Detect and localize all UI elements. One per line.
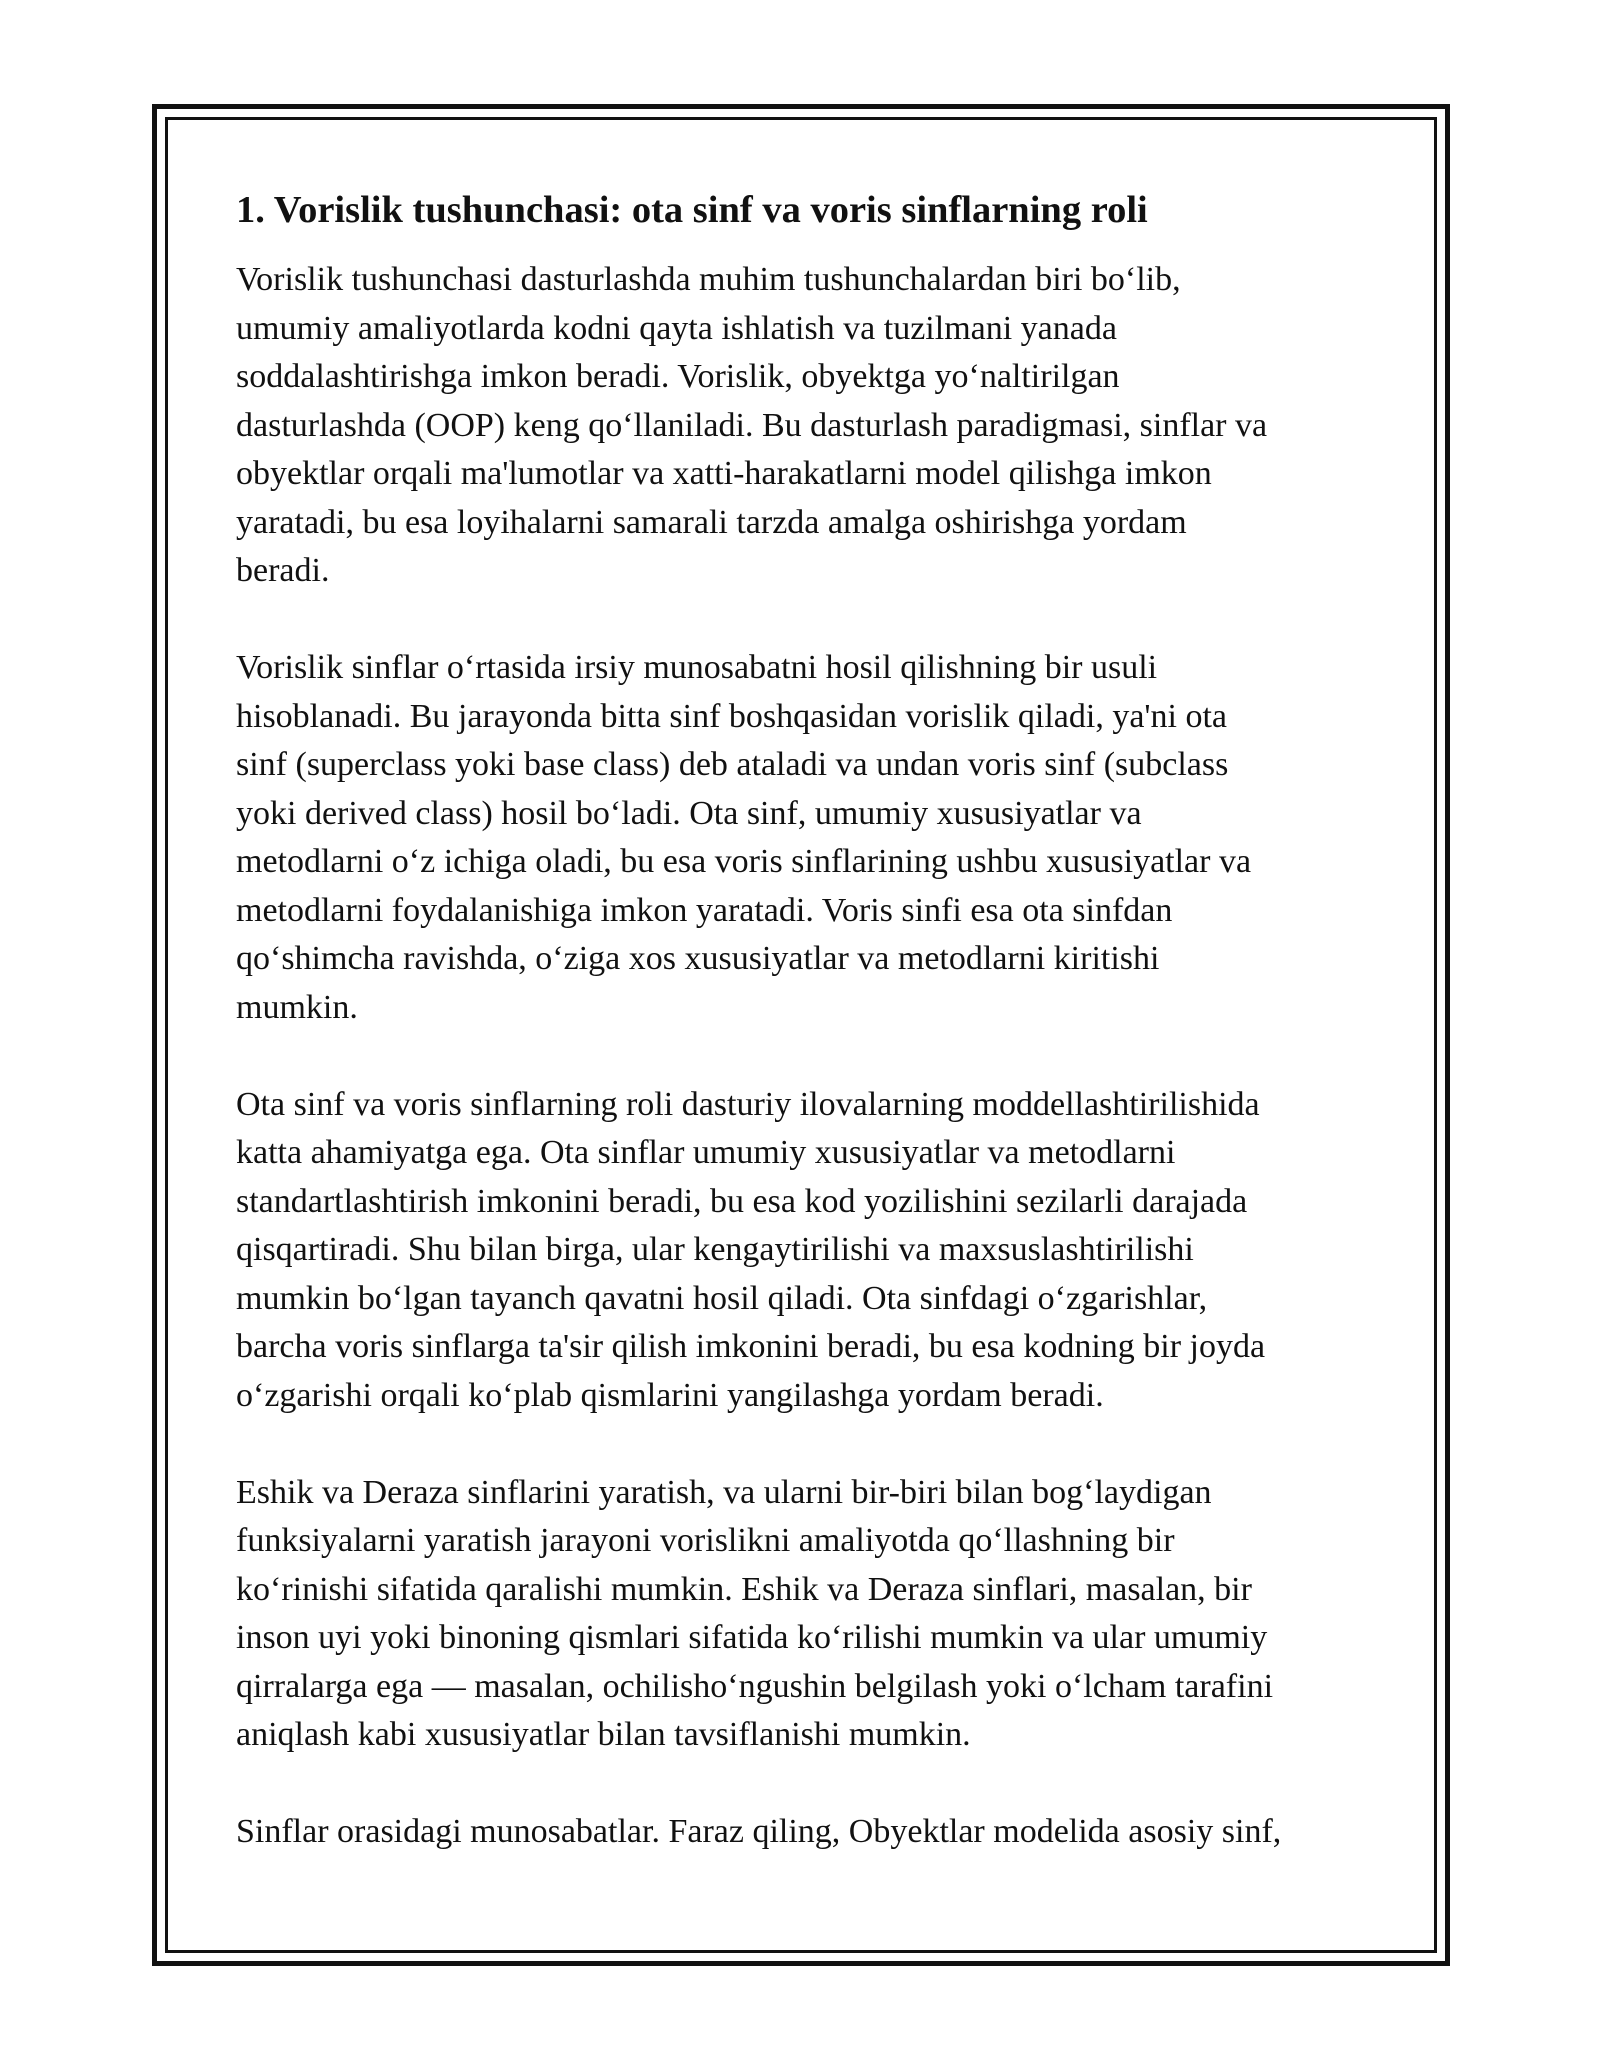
paragraph-line: hisoblanadi. Bu jarayonda bitta sinf boshqasidan vorislik qiladi, ya'ni ota <box>236 697 1228 735</box>
paragraph <box>236 256 1366 596</box>
paragraph <box>236 644 1366 1032</box>
paragraph-line: qo‘shimcha ravishda, o‘ziga xos xususiyatlar va metodlarni kiritishi <box>236 940 1160 977</box>
paragraph-line: soddalashtirishga imkon beradi. Vorislik, obyektga yo‘naltirilgan <box>236 358 1120 395</box>
section-heading: 1. Vorislik tushunchasi: ota sinf va voris sinflarning roli <box>236 189 1148 231</box>
paragraph-line: yoki derived class) hosil bo‘ladi. Ota sinf, umumiy xususiyatlar va <box>236 794 1142 832</box>
document-body <box>236 186 1366 1905</box>
paragraph-line: standartlashtirish imkonini beradi, bu esa kod yozilishini sezilarli darajada <box>236 1182 1248 1220</box>
paragraph-line: mumkin. <box>236 988 358 1026</box>
paragraph-line: obyektlar orqali ma'lumotlar va xatti-harakatlarni model qilishga imkon <box>236 455 1212 492</box>
paragraph <box>236 1081 1366 1421</box>
paragraph-line: sinf (superclass yoki base class) deb ataladi va undan voris sinf (subclass <box>236 746 1229 783</box>
paragraph-line: aniqlash kabi xususiyatlar bilan tavsiflanishi mumkin. <box>236 1716 971 1753</box>
paragraph-line: Ota sinf va voris sinflarning roli dasturiy ilovalarning moddellashtirilishida <box>236 1085 1260 1123</box>
paragraph-line: Vorislik sinflar o‘rtasida irsiy munosabatni hosil qilishning bir usuli <box>236 649 1158 686</box>
paragraph-line: qirralarga ega — masalan, ochilisho‘ngushin belgilash yoki o‘lcham tarafini <box>236 1667 1274 1705</box>
paragraph-line: beradi. <box>236 552 330 589</box>
paragraph-line: inson uyi yoki binoning qismlari sifatida ko‘rilishi mumkin va ular umumiy <box>236 1619 1268 1656</box>
paragraph-line: metodlarni foydalanishiga imkon yaratadi. Voris sinfi esa ota sinfdan <box>236 891 1173 929</box>
paragraph-line: Sinflar orasidagi munosabatlar. Faraz qiling, Obyektlar modelida asosiy sinf, <box>236 1813 1282 1850</box>
paragraph-line: umumiy amaliyotlarda kodni qayta ishlatish va tuzilmani yanada <box>236 309 1117 347</box>
paragraph-line: o‘zgarishi orqali ko‘plab qismlarini yangilashga yordam beradi. <box>236 1376 1104 1414</box>
paragraph-line: Vorislik tushunchasi dasturlashda muhim tushunchalardan biri bo‘lib, <box>236 261 1181 298</box>
paragraph-line: yaratadi, bu esa loyihalarni samarali tarzda amalga oshirishga yordam <box>236 503 1187 541</box>
paragraph-line: dasturlashda (OOP) keng qo‘llaniladi. Bu dasturlash paradigmasi, sinflar va <box>236 406 1268 444</box>
paragraph <box>236 1469 1366 1760</box>
paragraph-line: qisqartiradi. Shu bilan birga, ular kengaytirilishi va maxsuslashtirilishi <box>236 1231 1194 1268</box>
paragraph-line: Eshik va Deraza sinflarini yaratish, va ularni bir-biri bilan bog‘laydigan <box>236 1473 1212 1511</box>
paragraph <box>236 1808 1366 1857</box>
paragraph-line: barcha voris sinflarga ta'sir qilish imkonini beradi, bu esa kodning bir joyda <box>236 1328 1266 1365</box>
paragraph-line: mumkin bo‘lgan tayanch qavatni hosil qiladi. Ota sinfdagi o‘zgarishlar, <box>236 1279 1208 1317</box>
paragraph-line: metodlarni o‘z ichiga oladi, bu esa voris sinflarining ushbu xususiyatlar va <box>236 843 1252 880</box>
paragraph-list <box>236 256 1366 1857</box>
paragraph-line: ko‘rinishi sifatida qaralishi mumkin. Eshik va Deraza sinflari, masalan, bir <box>236 1570 1252 1608</box>
paragraph-line: katta ahamiyatga ega. Ota sinflar umumiy xususiyatlar va metodlarni <box>236 1134 1176 1171</box>
paragraph-line: funksiyalarni yaratish jarayoni vorislikni amaliyotda qo‘llashning bir <box>236 1522 1175 1559</box>
